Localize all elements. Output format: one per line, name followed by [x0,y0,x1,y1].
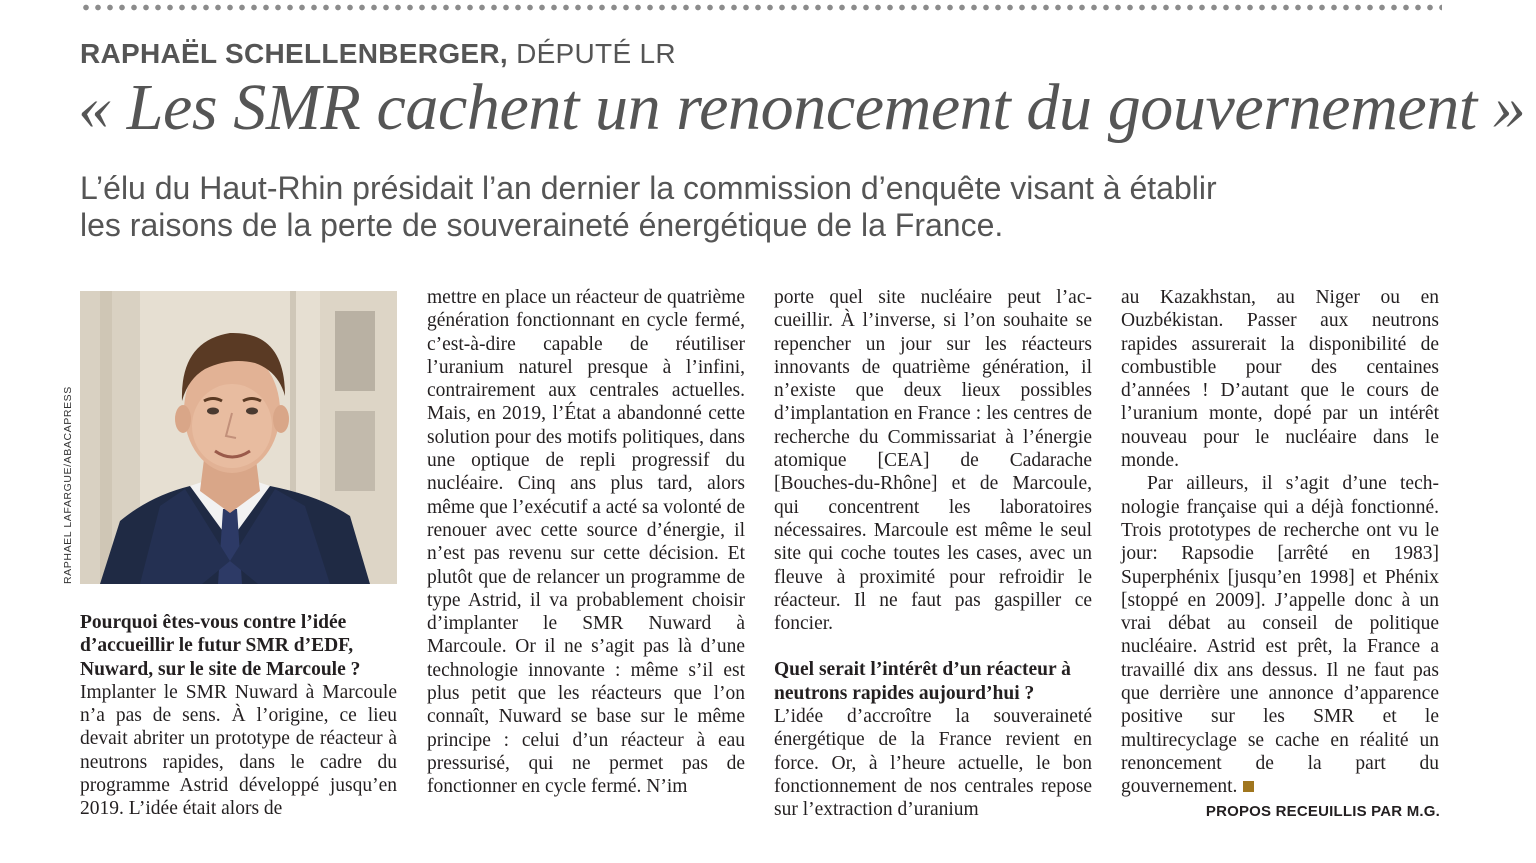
answer-2-part-3 [1121,472,1439,798]
answer-1-part-1: Implanter le SMR Nuward à Marcoule n’a pas de sens. À l’origine, ce lieu devait abriter un prototype de réacteur à neutrons rapides, dans le cadre du programme Astrid développé jusqu’en 2019. L’idée était alors de [80,681,397,820]
column-2 [427,286,745,799]
column-3 [774,286,1092,822]
kicker-role: DÉPUTÉ LR [507,38,676,69]
end-mark-icon [1243,781,1254,792]
kicker [80,38,676,70]
question-1: Pourquoi êtes-vous contre l’idée d’accueillir le futur SMR d’EDF, Nuward, sur le site de Marcoule ? [80,612,361,680]
standfirst-line-1: L’élu du Haut-Rhin présidait l’an dernier la commission d’enquête visant à établir [80,170,1217,206]
kicker-name: RAPHAËL SCHELLENBERGER, [80,38,508,69]
answer-2-part-1: L’idée d’accroître la souveraineté énergétique de la France revient en force. Or, à l’heure actuelle, le bon fonctionnement de nos centrales repose sur l’extraction d’uranium [774,706,1092,821]
answer-2-part-2: au Kazakhstan, au Niger ou en Ouzbékistan. Passer aux neutrons rapides assurerait la disponibilité de combustible pour des centaines d’années ! D’autant que le cours de l’uranium monte, dopé par un intérêt nouveau pour le nucléaire dans le monde. [1121,287,1439,472]
headline: « Les SMR cachent un renoncement du gouvernement » [78,71,1526,144]
standfirst [80,170,1330,244]
portrait-illustration [80,291,397,584]
answer-1-part-2: mettre en place un réacteur de quatrième génération fonctionnant en cycle fermé, c’est-à-dire capable de réutiliser l’uranium naturel presque à l’infini, contrairement aux centrales actuelles. Mais, en 2019, l’État a abandonné cette solution pour des motifs politiques, dans une optique de repli progressif du nucléaire. Cinq ans plus tard, alors même que l’exécutif a acté sa volonté de renouer avec cette source d’énergie, il n’est pas revenu sur cette décision. Et plutôt que de relancer un programme de type Astrid, il va probablement choisir d’implanter le SMR Nuward à Marcoule. Or il ne s’agit pas là d’une technologie innovante : même s’il est plus petit que les réacteurs que l’on connaît, Nuward se base sur le même principe : celui d’un réacteur à eau pressurisé, qui ne permet pas de fonctionner en cycle fermé. N’im [427,287,745,798]
answer-2-closing: Par ailleurs, il s’agit d’une technologie française qui a déjà fonctionné. Trois prototypes de recherche ont vu le jour: Rapsodie [arrêté en 1983] Superphénix [jusqu’en 1998] et Phénix [stoppé en 2009]. J’appelle donc à un vrai débat au conseil de politique nucléaire. Astrid est prêt, la France a travaillé dix ans dessus. Il ne faut pas que derrière une annonce d’apparence positive sur les SMR et le multirecyclage se cache en réalité un renoncement de la part du gouvernement. [1121,473,1439,798]
question-2: Quel serait l’intérêt d’un réacteur à neutrons rapides aujourd’hui ? [774,659,1071,704]
photo-credit: RAPHAEL LAFARGUE/ABACAPRESS [62,386,74,584]
answer-1-part-3: porte quel site nucléaire peut l’accueillir. À l’inverse, si l’on souhaite se repencher un jour sur les réacteurs innovants de quatrième génération, il n’existe que deux lieux possibles d’implantation en France : les centres de recherche du Commissariat à l’énergie atomique [CEA] de Cadarache [Bouches-du-Rhône] et de Marcoule, qui concentrent les laboratoires nécessaires. Marcoule est même le seul site qui coche toutes les cases, avec un fleuve à proximité pour refroidir le réacteur. Il ne faut pas gaspiller ce foncier. [774,287,1092,635]
byline: PROPOS RECEUILLIS PAR M.G. [1205,803,1440,820]
dotted-rule [80,4,1442,11]
column-4 [1121,286,1439,799]
standfirst-line-2: les raisons de la perte de souveraineté énergétique de la France. [80,207,1004,243]
column-1 [80,611,397,821]
portrait-photo [80,291,397,584]
